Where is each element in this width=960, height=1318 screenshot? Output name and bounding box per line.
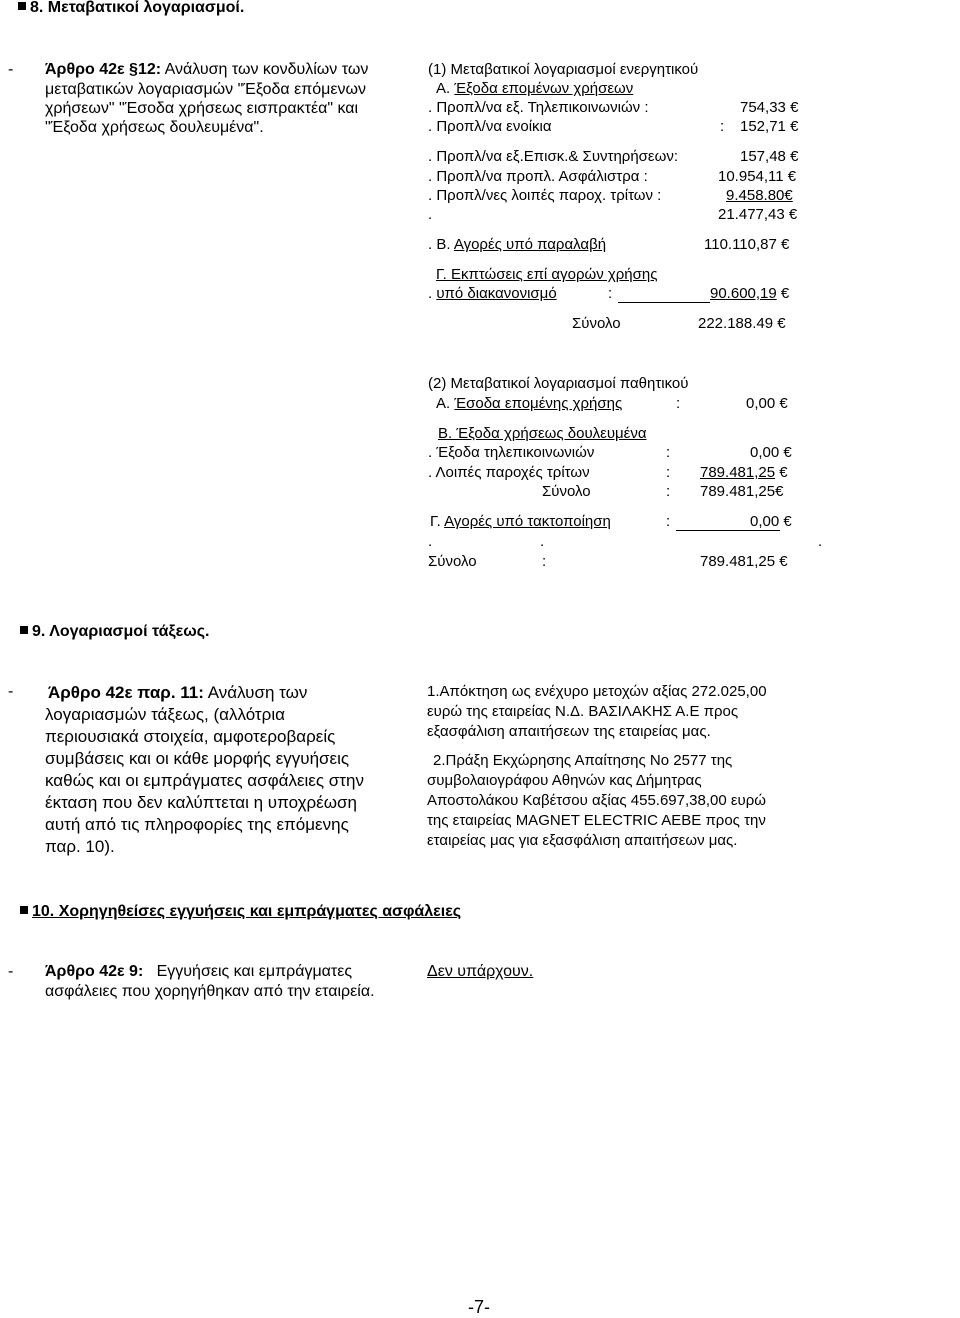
section-9-title: 9. Λογαριασμοί τάξεως. (20, 624, 209, 640)
passive-dot-1: . (428, 533, 433, 550)
passive-a-heading: Α. Έσοδα επομένης χρήσης (436, 395, 623, 412)
passive-subtotal-label: Σύνολο (542, 483, 591, 500)
active-g-colon: : (608, 285, 613, 302)
passive-subtotal-colon: : (666, 483, 671, 500)
section-8-article-line-4: "Έξοδα χρήσεως δουλευμένα". (45, 119, 264, 136)
passive-g-underline (676, 530, 780, 531)
section-9-article-dash: - (8, 683, 14, 700)
section-9-article-line-3: περιουσιακά στοιχεία, αμφοτεροβαρείς (45, 727, 336, 746)
section-9-item2-line-2: συμβολαιογράφου Αθηνών κας Δήμητρας (427, 772, 702, 789)
passive-a-amount: 0,00 € (746, 395, 788, 412)
section-9-article-line-5: καθώς και οι εμπράγματες ασφάλειες στην (45, 771, 364, 790)
passive-dot-3: . (818, 533, 823, 550)
section-9-article-line-4: συμβάσεις και οι κάθε μορφής εγγυήσεις (45, 749, 350, 768)
passive-row-third-party-colon: : (666, 464, 671, 481)
active-row-third-party: . Προπλ/νες λοιπές παροχ. τρίτων : (428, 187, 662, 204)
bullet-square-icon (20, 626, 28, 634)
section-9-article-line-7: αυτή από τις πληροφορίες της επόμενης (45, 815, 349, 834)
euro-icon: € (784, 187, 793, 204)
passive-total-label: Σύνολο (428, 553, 477, 570)
euro-icon: € (790, 148, 799, 165)
active-accounts-heading: (1) Μεταβατικοί λογαριασμοί ενεργητικού (428, 61, 699, 78)
euro-icon: € (781, 236, 790, 253)
active-g-heading: Γ. Εκπτώσεις επί αγορών χρήσης (436, 266, 658, 283)
active-g-sub: . υπό διακανονισμό (428, 285, 557, 302)
active-b-heading: . Β. Αγορές υπό παραλαβή (428, 236, 607, 253)
passive-g-heading: Γ. Αγορές υπό τακτοποίηση (430, 513, 611, 530)
active-total-label: Σύνολο (572, 315, 621, 332)
euro-icon: € (779, 464, 788, 481)
section-10-article-line-1: Άρθρο 42ε 9: Εγγυήσεις και εμπράγματες (45, 963, 353, 980)
active-row-insurance: . Προπλ/να προπλ. Ασφάλιστρα : (428, 168, 648, 185)
section-10-article-line-2: ασφάλειες που χορηγήθηκαν από την εταιρεία. (45, 983, 375, 1000)
section-10-answer: Δεν υπάρχουν. (427, 963, 534, 980)
passive-row-third-party: . Λοιπές παροχές τρίτων (428, 464, 590, 481)
active-row-subtotal-amount: 21.477,43 € (718, 206, 798, 223)
euro-icon: € (787, 168, 797, 185)
passive-row-third-party-amount: 789.481,25 € (700, 464, 788, 481)
section-9-item2-line-5: εταιρείας μας για εξασφάλιση απαιτήσεων μας. (427, 832, 738, 849)
section-9-item2-line-3: Αποστολάκου Καβέτσου αξίας 455.697,38,00 ευρώ (427, 792, 766, 809)
active-row-insurance-amount: 10.954,11 € (718, 168, 797, 185)
passive-total-amount: 789.481,25 € (700, 553, 788, 570)
section-9-item2-line-1: 2.Πράξη Εκχώρησης Απαίτησης Νο 2577 της (433, 752, 733, 769)
active-g-underline (618, 302, 710, 303)
euro-icon: € (775, 483, 784, 500)
active-a-heading: Α. Έξοδα επομένων χρήσεων (436, 80, 634, 97)
active-row-rent-colon: : (720, 118, 725, 135)
section-8-article-line-1: Άρθρο 42ε §12: Ανάλυση των κονδυλίων των (45, 61, 369, 78)
active-row-third-party-amount: 9.458.80€ (726, 187, 793, 204)
passive-accounts-heading: (2) Μεταβατικοί λογαριασμοί παθητικού (428, 375, 689, 392)
section-8-title: 8. Μεταβατικοί λογαριασμοί. (18, 0, 244, 16)
euro-icon: € (790, 99, 799, 116)
passive-row-telecom: . Έξοδα τηλεπικοινωνιών (428, 444, 595, 461)
active-g-amount: 90.600,19 € (710, 285, 790, 302)
section-8-article-line-3: χρήσεων" "Έσοδα χρήσεως εισπρακτέα" και (45, 100, 359, 117)
section-9-item1-line-2: ευρώ της εταιρείας Ν.Δ. ΒΑΣΙΛΑΚΗΣ Α.Ε προς (427, 703, 739, 720)
passive-g-amount: 0,00 € (750, 513, 792, 530)
euro-icon: € (788, 206, 798, 223)
active-row-telecom-amount: 754,33 € (740, 99, 799, 116)
page-number: -7- (468, 1297, 490, 1317)
section-9-article-line-6: έκταση που δεν καλύπτεται η υποχρέωση (45, 793, 357, 812)
active-total-amount: 222.188.49 € (698, 315, 786, 332)
section-8-article-dash: - (8, 61, 14, 78)
section-9-article-line-1: Άρθρο 42ε παρ. 11: Ανάλυση των (48, 683, 308, 702)
section-9-item1-line-3: εξασφάλιση απαιτήσεων της εταιρείας μας. (427, 723, 711, 740)
passive-a-colon: : (676, 395, 681, 412)
euro-icon: € (790, 118, 799, 135)
euro-icon: € (780, 285, 790, 302)
passive-total-colon: : (542, 553, 547, 570)
bullet-square-icon (18, 2, 26, 10)
bullet-square-icon (20, 906, 28, 914)
section-10-article-dash: - (8, 963, 14, 980)
active-row-maintenance: . Προπλ/να εξ.Επισκ.& Συντηρήσεων: (428, 148, 678, 165)
active-row-rent-amount: 152,71 € (740, 118, 799, 135)
euro-icon: € (779, 553, 788, 570)
section-9-article-line-8: παρ. 10). (45, 837, 115, 856)
euro-icon: € (783, 513, 792, 530)
euro-icon: € (783, 444, 792, 461)
active-row-rent: . Προπλ/να ενοίκια (428, 118, 552, 135)
passive-row-telecom-amount: 0,00 € (750, 444, 792, 461)
passive-g-colon: : (666, 513, 671, 530)
passive-b-heading: Β. Έξοδα χρήσεως δουλευμένα (438, 425, 647, 442)
euro-icon: € (779, 395, 788, 412)
active-row-subtotal: . (428, 206, 433, 223)
passive-dot-2: . (540, 533, 545, 550)
section-8-article-line-2: μεταβατικών λογαριασμών "Έξοδα επόμενων (45, 81, 366, 98)
active-row-telecom: . Προπλ/να εξ. Τηλεπικοινωνιών : (428, 99, 649, 116)
euro-icon: € (777, 315, 786, 332)
passive-row-telecom-colon: : (666, 444, 671, 461)
section-9-item1-line-1: 1.Απόκτηση ως ενέχυρο μετοχών αξίας 272.025,00 (427, 683, 767, 700)
active-b-amount: 110.110,87 € (704, 236, 790, 253)
active-row-maintenance-amount: 157,48 € (740, 148, 799, 165)
section-9-item2-line-4: της εταιρείας MAGNET ELECTRIC AEBE προς την (427, 812, 766, 829)
section-10-title: 10. Χορηγηθείσες εγγυήσεις και εμπράγματες ασφάλειες (20, 904, 461, 920)
passive-subtotal-amount: 789.481,25€ (700, 483, 784, 500)
section-9-article-line-2: λογαριασμών τάξεως, (αλλότρια (45, 705, 285, 724)
